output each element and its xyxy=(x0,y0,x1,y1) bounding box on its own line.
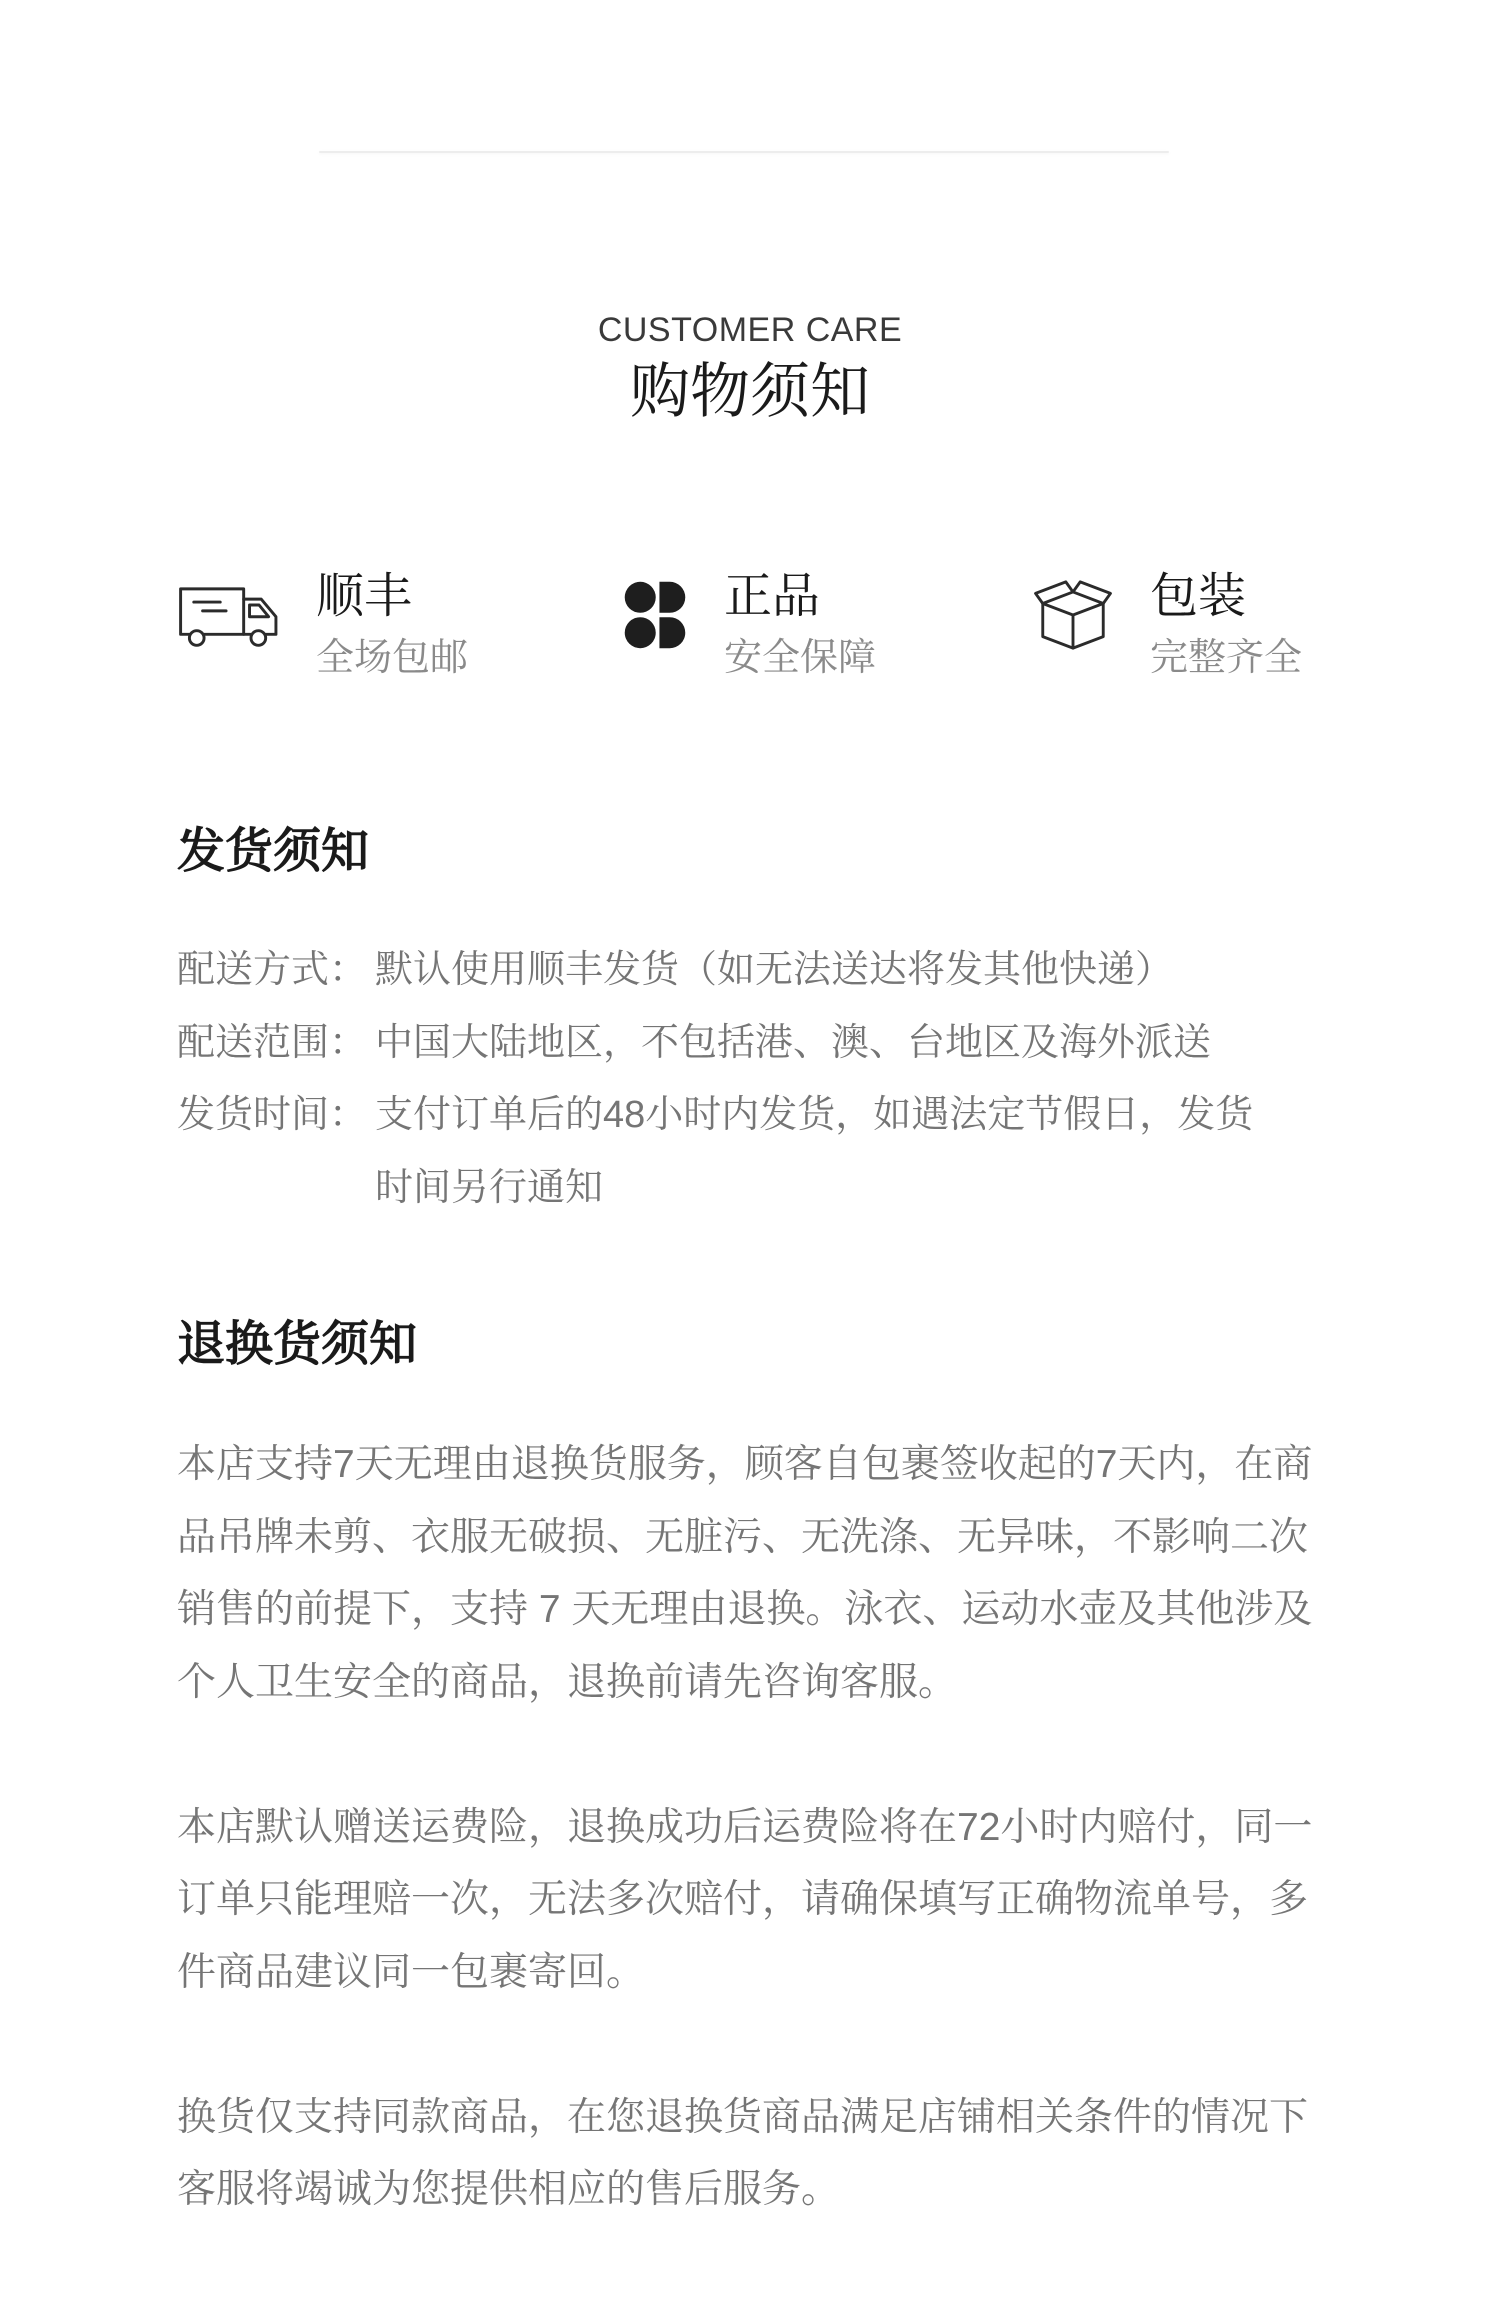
shipping-value-line: 默认使用顺丰发货（如无法送达将发其他快递） xyxy=(375,949,1174,991)
returns-paragraph xyxy=(177,1792,1327,2010)
paragraph-line: 品吊牌未剪、衣服无破损、无脏污、无洗涤、无异味，不影响二次 xyxy=(177,1515,1309,1559)
shipping-value-line: 时间另行通知 xyxy=(375,1166,604,1209)
shipping-row-value xyxy=(375,1079,1253,1224)
shipping-row-range xyxy=(177,1007,1327,1080)
shipping-row-value xyxy=(375,1007,1211,1080)
paragraph-line: 客服将竭诚为您提供相应的售后服务。 xyxy=(177,2168,841,2211)
paragraph-line: 本店默认赠送运费险，退换成功后运费险将在72小时内赔付，同一 xyxy=(177,1805,1313,1849)
shipping-row-label: 配送方式： xyxy=(177,949,368,991)
shipping-row-method xyxy=(177,934,1327,1007)
feature-title-shunfeng: 顺丰 xyxy=(316,570,413,623)
shipping-row-label: 配送范围： xyxy=(177,1021,368,1064)
feature-subtitle-packaging: 完整齐全 xyxy=(1150,637,1303,679)
returns-paragraph xyxy=(177,2082,1327,2227)
returns-paragraph xyxy=(177,1429,1327,1719)
paragraph-line: 个人卫生安全的商品，退换前请先咨询客服。 xyxy=(177,1660,958,1704)
shipping-row-time xyxy=(177,1079,1327,1224)
shipping-info-list xyxy=(177,934,1327,1224)
authentic-dots-icon xyxy=(624,581,686,649)
shipping-value-line: 中国大陆地区，不包括港、澳、台地区及海外派送 xyxy=(375,1021,1212,1064)
shipping-row-value xyxy=(375,934,1173,1007)
paragraph-line: 换货仅支持同款商品，在您退换货商品满足店铺相关条件的情况下 xyxy=(177,2095,1309,2139)
page-title: 购物须知 xyxy=(630,358,870,425)
box-icon xyxy=(1032,579,1114,651)
section-eyebrow: CUSTOMER CARE xyxy=(597,311,903,349)
paragraph-line: 本店支持7天无理由退换货服务，顾客自包裹签收起的7天内，在商 xyxy=(177,1443,1313,1486)
shipping-value-line: 支付订单后的48小时内发货，如遇法定节假日，发货 xyxy=(375,1094,1254,1136)
feature-title-packaging: 包装 xyxy=(1150,570,1247,623)
paragraph-line: 件商品建议同一包裹寄回。 xyxy=(177,1950,646,1994)
feature-subtitle-authentic: 安全保障 xyxy=(724,637,877,679)
shipping-heading: 发货须知 xyxy=(177,825,370,878)
shipping-row-label: 发货时间： xyxy=(177,1094,368,1136)
feature-subtitle-shunfeng: 全场包邮 xyxy=(316,637,469,679)
top-divider xyxy=(319,151,1169,153)
paragraph-line: 销售的前提下，支持 7 天无理由退换。泳衣、运动水壶及其他涉及 xyxy=(177,1588,1313,1631)
returns-heading: 退换货须知 xyxy=(177,1318,418,1371)
returns-policy-body xyxy=(177,1429,1327,2299)
feature-title-authentic: 正品 xyxy=(724,570,821,623)
paragraph-line: 订单只能理赔一次，无法多次赔付，请确保填写正确物流单号，多 xyxy=(177,1878,1309,1921)
truck-icon xyxy=(176,583,282,649)
